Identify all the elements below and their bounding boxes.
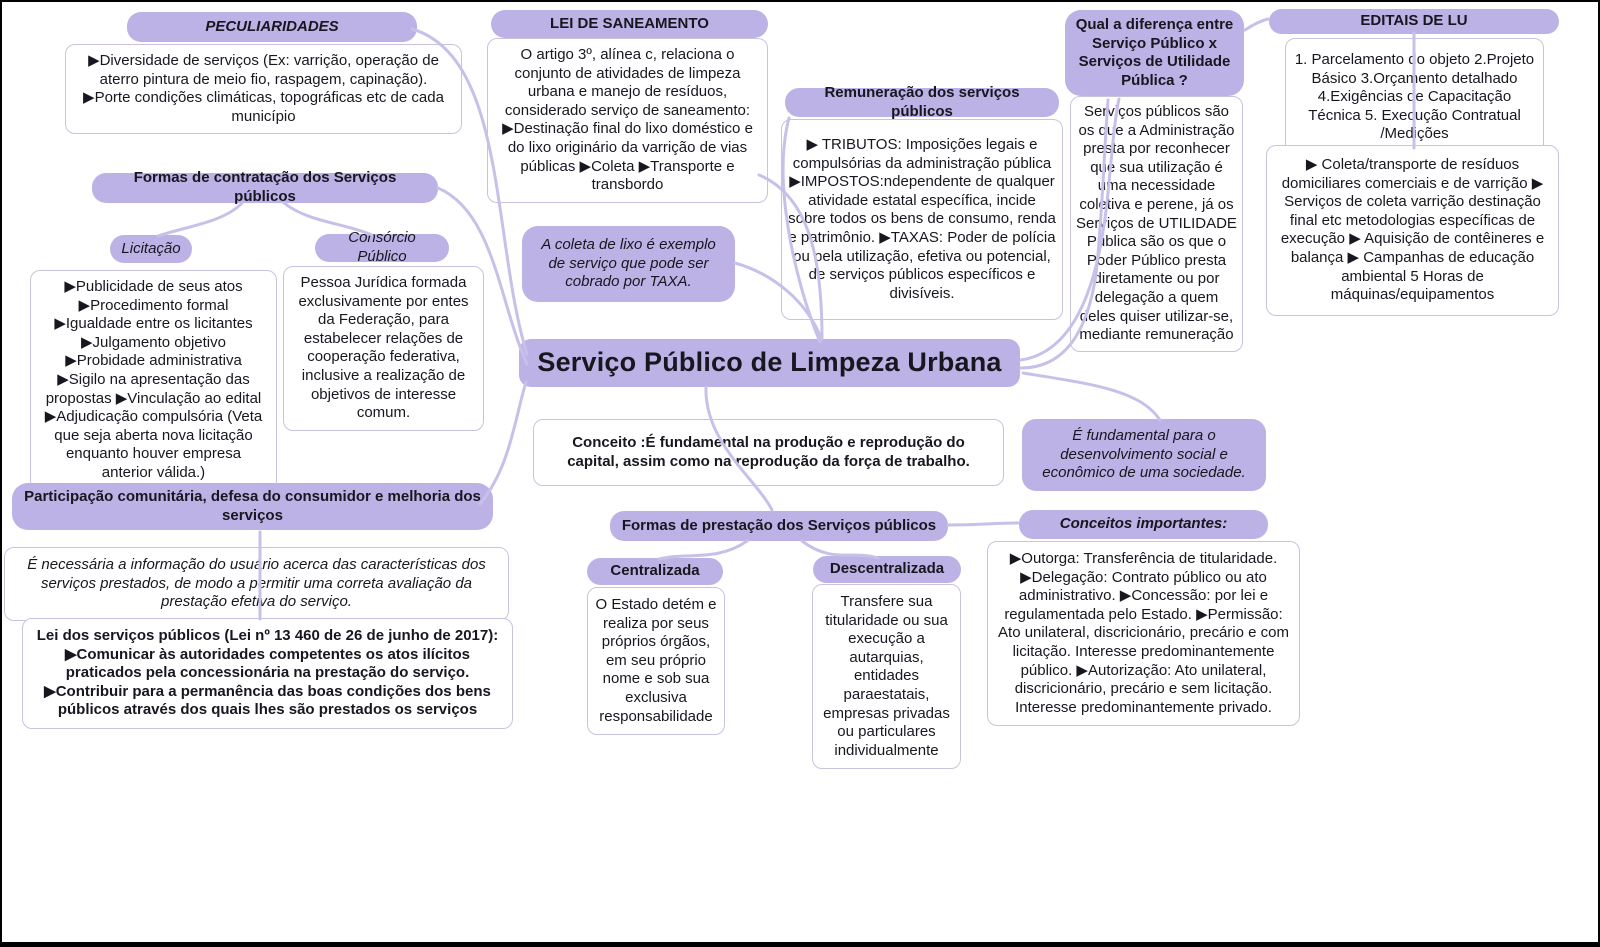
fundamental-note: É fundamental para o desenvolvimento social e econômico de uma sociedade. (1022, 419, 1266, 491)
peculiaridades-header: PECULIARIDADES (127, 12, 417, 42)
editais-box1: 1. Parcelamento do objeto 2.Projeto Básico 3.Orçamento detalhado 4.Exigências de Capacitação Técnica 5. Execução Contratual /Medições (1285, 38, 1544, 157)
edge-editais-qual (1245, 19, 1268, 30)
consorcio-header: Consórcio Público (315, 234, 449, 262)
editais-box2: ▶ Coleta/transporte de resíduos domiciliares comerciais e de varrição ▶ Serviços de coleta varrição destinação final etc metodologias específicas de execução ▶ Aquisição de contêineres e balança ▶ Campanhas de educação ambiental 5 Horas de máquinas/equipamentos (1266, 145, 1559, 316)
conceitos-box: ▶Outorga: Transferência de titularidade. ▶Delegação: Contrato público ou ato administrativo. ▶Concessão: por lei e regulamentada pelo Estado. ▶Permissão: Ato unilateral, discricionário, precário e com licitação. Interesse predominantemente público. ▶Autorização: Ato unilateral, discricionário, precário e sem licitação. Interesse predominantemente privado. (987, 541, 1300, 726)
remuneracao-header: Remuneração dos serviços públicos (785, 88, 1059, 117)
lei-servicos-box: Lei dos serviços públicos (Lei nº 13 460 de 26 de junho de 2017): ▶Comunicar às autoridades competentes os atos ilícitos praticados pela concessionária na prestação do serviço. ▶Contribuir para a permanência das boas condições dos bens públicos através dos quais lhes são prestados os serviços (22, 618, 513, 729)
editais-header: EDITAIS DE LU (1269, 9, 1559, 34)
taxa-note: A coleta de lixo é exemplo de serviço que pode ser cobrado por TAXA. (522, 226, 735, 302)
licitacao-header: Licitação (110, 235, 192, 263)
descentralizada-header: Descentralizada (813, 556, 961, 583)
qual-diferenca-header: Qual a diferença entre Serviço Público x Serviços de Utilidade Pública ? (1065, 10, 1244, 96)
centralizada-box: O Estado detém e realiza por seus próprios órgãos, em seu próprio nome e sob sua exclusiva responsabilidade (587, 587, 725, 735)
conceitos-header: Conceitos importantes: (1019, 510, 1268, 539)
descentralizada-box: Transfere sua titularidade ou sua execução a autarquias, entidades paraestatais, empresas privadas ou particulares individualmente (812, 584, 961, 769)
edge-contratacao-licitacao (158, 203, 242, 236)
licitacao-box: ▶Publicidade de seus atos ▶Procedimento formal ▶Igualdade entre os licitantes ▶Julgamento objetivo ▶Probidade administrativa ▶Sigilo na apresentação das propostas ▶Vinculação ao edital ▶Adjudicação compulsória (Veta que seja aberta nova licitação enquanto houver empresa anterior válida.) (30, 270, 277, 491)
saneamento-box: O artigo 3º, alínea c, relaciona o conjunto de atividades de limpeza urbana e manejo de resíduos, considerado serviço de saneamento: ▶Destinação final do lixo doméstico e do lixo originário da varrição de vias públicas ▶Coleta ▶Transporte e transbordo (487, 38, 768, 203)
edge-prestacao-conceitos (948, 523, 1018, 525)
main-title: Serviço Público de Limpeza Urbana (519, 339, 1020, 387)
saneamento-header: LEI DE SANEAMENTO (491, 10, 768, 38)
conceito-box: Conceito :É fundamental na produção e reprodução do capital, assim como na reprodução da força de trabalho. (533, 419, 1004, 486)
prestacao-header: Formas de prestação dos Serviços públicos (610, 511, 948, 541)
qual-diferenca-box: Serviços públicos são os que a Administração presta por reconhecer que sua utilização é uma necessidade coletiva e perene, já os Serviços de UTILIDADE Pública são os que o Poder Público presta diretamente ou por delegação a quem deles quiser utilizar-se, mediante remuneração (1070, 96, 1243, 352)
participacao-header: Participação comunitária, defesa do consumidor e melhoria dos serviços (12, 483, 493, 530)
consorcio-box: Pessoa Jurídica formada exclusivamente por entes da Federação, para estabelecer relações de cooperação federativa, inclusive a realização de objetivos de interesse comum. (283, 266, 484, 431)
peculiaridades-box: ▶Diversidade de serviços (Ex: varrição, operação de aterro pintura de meio fio, raspagem, capinação). ▶Porte condições climáticas, topográficas etc de cada município (65, 44, 462, 134)
contratacao-header: Formas de contratação dos Serviços públicos (92, 173, 438, 203)
necessaria-box: É necessária a informação do usuário acerca das características dos serviços prestados, de modo a permitir uma correta avaliação da prestação efetiva do serviço. (4, 547, 509, 621)
edge-prestacao-centralizada (659, 541, 747, 559)
edge-fundamental-title (1023, 373, 1160, 420)
centralizada-header: Centralizada (587, 558, 723, 585)
remuneracao-box: ▶ TRIBUTOS: Imposições legais e compulsórias da administração pública ▶IMPOSTOS:ndependente de qualquer atividade estatal específica, incide sobre todos os bens de consumo, renda e patrimônio. ▶TAXAS: Poder de polícia ou pela utilização, efetiva ou potencial, de serviços públicos específicos e divisíveis. (781, 119, 1063, 320)
